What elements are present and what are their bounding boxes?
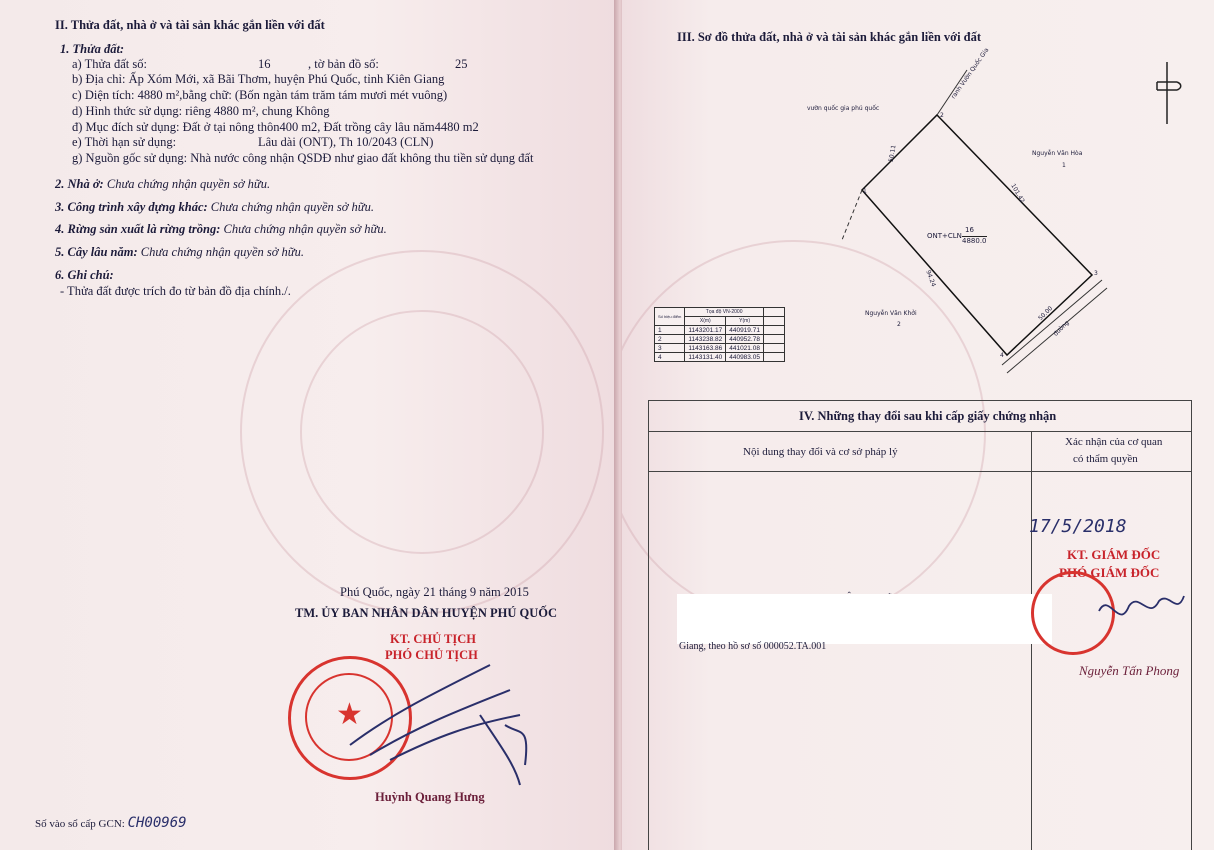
neighbor-park-label: vườn quốc gia phú quốc — [807, 105, 880, 112]
change-text-line-2: Giang, theo hồ sơ số 000052.TA.001 — [679, 641, 827, 652]
row-y: 441021.08 — [726, 344, 764, 353]
construction-value: Chưa chứng nhận quyền sở hữu. — [210, 200, 375, 214]
edge-bottom-length: 50.00 — [1037, 304, 1055, 323]
north-arrow-icon — [1152, 62, 1182, 124]
section-3-title: III. Sơ đồ thửa đất, nhà ở và tài sản khác gắn liền với đất — [677, 30, 982, 44]
perennial-value: Chưa chứng nhận quyền sở hữu. — [140, 245, 305, 259]
row-extra — [763, 353, 784, 362]
note-title: 6. Ghi chú: — [55, 268, 114, 282]
parcel-value: 16 — [258, 57, 271, 71]
role-line-2: PHÓ CHỦ TỊCH — [385, 648, 478, 662]
table-header-x: X(m) — [685, 317, 726, 326]
construction-title: 3. Công trình xây dựng khác: — [55, 200, 208, 214]
point-2-label: 2 — [940, 112, 944, 119]
parcel-number: 16 — [965, 226, 974, 234]
perennial-title: 5. Cây lâu năm: — [55, 245, 138, 259]
note-value: - Thửa đất được trích đo từ bản đồ địa chính./. — [60, 284, 291, 298]
row-extra — [763, 326, 784, 335]
confirm-role-1: KT. GIÁM ĐỐC — [1067, 547, 1161, 562]
divider — [649, 471, 1191, 472]
table-header-coords: Tọa độ VN-2000 — [685, 308, 764, 317]
redaction-box — [677, 594, 1052, 644]
issue-date: Phú Quốc, ngày 21 tháng 9 năm 2015 — [340, 585, 529, 599]
origin-line: g) Nguồn gốc sử dụng: Nhà nước công nhận QSDĐ như giao đất không thu tiền sử dụng đất — [72, 151, 534, 165]
term-value: Lâu dài (ONT), Th 10/2043 (CLN) — [258, 135, 434, 149]
table-row — [655, 353, 785, 362]
house-title: 2. Nhà ở: — [55, 177, 104, 191]
signature — [330, 655, 550, 795]
confirm-date: 17/5/2018 — [1029, 516, 1127, 537]
role-line-1: KT. CHỦ TỊCH — [390, 632, 477, 646]
row-x: 1143201.17 — [685, 326, 726, 335]
neighbor-south-label: Nguyễn Văn Khởi — [865, 310, 917, 317]
col-confirm-header-2: có thẩm quyền — [1073, 453, 1138, 465]
edge-top-length: 50.11 — [887, 144, 898, 163]
area-line: c) Diện tích: 4880 m²,bằng chữ: (Bốn ngàn tám trăm tám mươi mét vuông) — [72, 88, 448, 102]
star-emblem-icon: ★ — [336, 698, 363, 731]
row-y: 440919.71 — [726, 326, 764, 335]
road-label: đường — [1052, 319, 1071, 338]
gcn-value: CH00969 — [127, 815, 187, 831]
col-confirm-header-1: Xác nhận của cơ quan — [1065, 436, 1163, 448]
table-header-extra — [763, 308, 784, 317]
row-y: 440952.78 — [726, 335, 764, 344]
row-point: 4 — [655, 353, 685, 362]
address-line: b) Địa chỉ: Ấp Xóm Mới, xã Bãi Thơm, huyện Phú Quốc, tỉnh Kiên Giang — [72, 72, 445, 86]
section-2-title: II. Thửa đất, nhà ở và tài sản khác gắn liền với đất — [55, 18, 325, 32]
point-3-label: 3 — [1094, 270, 1098, 277]
confirm-signer: Nguyễn Tấn Phong — [1079, 663, 1180, 678]
point-4-label: 4 — [1000, 352, 1004, 359]
table-row — [655, 335, 785, 344]
purpose-line: đ) Mục đích sử dụng: Đất ở tại nông thôn400 m2, Đất trồng cây lâu năm4480 m2 — [72, 120, 479, 134]
row-extra — [763, 344, 784, 353]
issuing-org: TM. ỦY BAN NHÂN DÂN HUYỆN PHÚ QUỐC — [295, 606, 558, 620]
right-page — [622, 0, 1214, 850]
table-header-extra-2 — [763, 317, 784, 326]
table-header-y: Y(m) — [726, 317, 764, 326]
row-point: 3 — [655, 344, 685, 353]
confirm-signature — [1089, 581, 1189, 641]
point-1-label: 1 — [863, 188, 867, 195]
forest-value: Chưa chứng nhận quyền sở hữu. — [223, 222, 387, 236]
gcn-entry — [35, 815, 187, 831]
signer-name: Huỳnh Quang Hưng — [375, 790, 485, 804]
usage-form-line: d) Hình thức sử dụng: riêng 4880 m², chung Không — [72, 104, 330, 118]
neighbor-south-number: 2 — [897, 321, 901, 328]
neighbor-east-label: Nguyễn Văn Hòa — [1032, 150, 1083, 157]
parcel-label: a) Thửa đất số: — [72, 57, 147, 71]
park-boundary-label: ranh Vườn Quốc Gia — [949, 46, 991, 101]
row-x: 1143238.82 — [685, 335, 726, 344]
forest-title: 4. Rừng sản xuất là rừng trồng: — [55, 222, 221, 236]
parcel-code: ONT+CLN — [927, 232, 962, 240]
gcn-label: Số vào sổ cấp GCN: — [35, 818, 125, 830]
table-row — [655, 344, 785, 353]
watermark-drum-inner — [300, 310, 544, 554]
row-point: 1 — [655, 326, 685, 335]
row-x: 1143163.86 — [685, 344, 726, 353]
edge-right-length: 101.42 — [1009, 182, 1026, 205]
col-content-header: Nội dung thay đổi và cơ sở pháp lý — [743, 446, 898, 458]
edge-left-length: 94.24 — [924, 269, 937, 288]
land-title: 1. Thửa đất: — [60, 42, 125, 56]
divider — [649, 431, 1191, 432]
house-value: Chưa chứng nhận quyền sở hữu. — [106, 177, 271, 191]
term-label: e) Thời hạn sử dụng: — [72, 135, 177, 149]
parcel-area: 4880.0 — [962, 237, 987, 245]
row-extra — [763, 335, 784, 344]
row-x: 1143131.40 — [685, 353, 726, 362]
table-header-point: Số hiệu điểm — [655, 308, 685, 326]
row-point: 2 — [655, 335, 685, 344]
confirm-role-2: PHÓ GIÁM ĐỐC — [1059, 565, 1160, 580]
changes-table — [648, 400, 1192, 850]
neighbor-east-number: 1 — [1062, 162, 1066, 169]
sheet-value: 25 — [455, 57, 468, 71]
section-4-title: IV. Những thay đổi sau khi cấp giấy chứng nhận — [799, 409, 1057, 423]
row-y: 440983.05 — [726, 353, 764, 362]
table-row — [655, 326, 785, 335]
sheet-label: , tờ bản đồ số: — [308, 57, 379, 71]
coordinate-table — [654, 307, 785, 362]
